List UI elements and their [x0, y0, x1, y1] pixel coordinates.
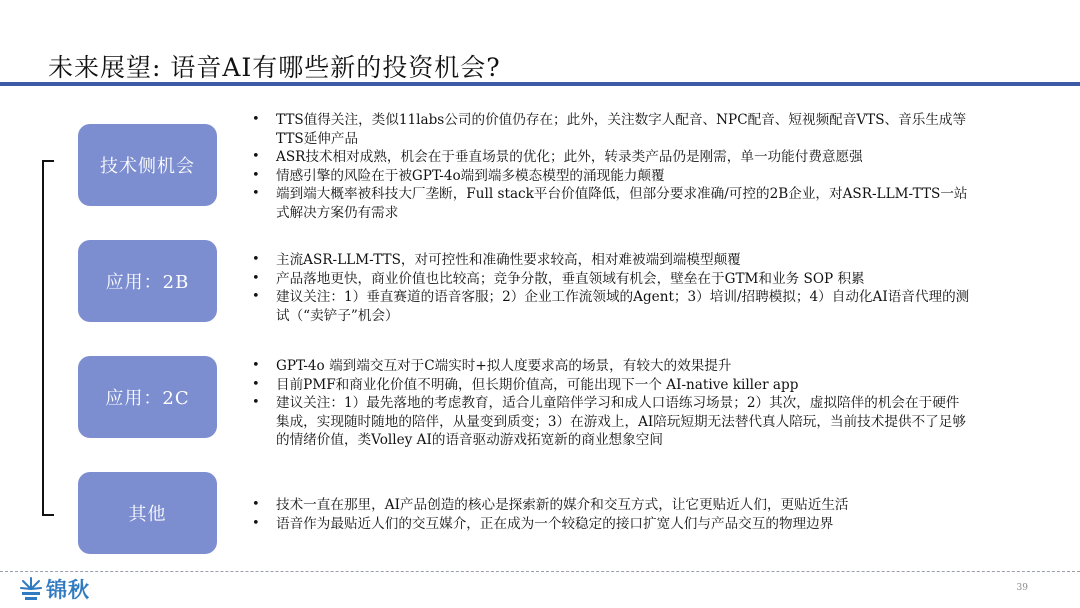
category-box-2c — [78, 356, 217, 438]
bullet-item: • 语音作为最贴近人们的交互媒介，正在成为一个较稳定的接口扩宽人们与产品交互的物理边界 — [246, 515, 972, 534]
bullet-item: • GPT-4o 端到端交互对于C端实时+拟人度要求高的场景，有较大的效果提升 — [246, 357, 972, 376]
bullet-item: • 建议关注：1）垂直赛道的语音客服；2）企业工作流领域的Agent；3）培训/招聘模拟；4）自动化AI语音代理的测试（“卖铲子”机会） — [246, 288, 972, 325]
category-label: 应用：2B — [105, 272, 190, 293]
bullet-list-2b — [246, 251, 972, 325]
category-label: 应用：2C — [105, 388, 190, 409]
bullet-item: • ASR技术相对成熟，机会在于垂直场景的优化；此外，转录类产品仍是刚需，单一功能付费意愿强 — [246, 148, 972, 167]
bullet-list-tech — [246, 111, 972, 222]
footer-divider — [0, 571, 1080, 572]
logo-sunburst-icon — [20, 576, 42, 602]
page-title: 未来展望: 语音AI有哪些新的投资机会? — [48, 53, 501, 82]
left-bracket — [42, 160, 54, 516]
bullet-item: • 主流ASR-LLM-TTS，对可控性和准确性要求较高，相对难被端到端模型颠覆 — [246, 251, 972, 270]
bullet-item: • 技术一直在那里，AI产品创造的核心是探索新的媒介和交互方式，让它更贴近人们，更贴近生活 — [246, 496, 972, 515]
logo-text: 锦秋 — [46, 578, 90, 602]
bullet-list-2c — [246, 357, 972, 450]
category-label: 技术侧机会 — [100, 156, 195, 177]
category-box-2b — [78, 240, 217, 322]
bullet-item: • 端到端大概率被科技大厂垄断，Full stack平台价值降低，但部分要求准确/可控的2B企业，对ASR-LLM-TTS一站式解决方案仍有需求 — [246, 185, 972, 222]
category-box-tech — [78, 124, 217, 206]
category-label: 其他 — [128, 504, 167, 525]
company-logo — [20, 574, 90, 604]
category-box-other — [78, 472, 217, 554]
bullet-item: • 建议关注：1）最先落地的考虑教育，适合儿童陪伴学习和成人口语练习场景；2）其次，虚拟陪伴的机会在于硬件集成，实现随时随地的陪伴，从量变到质变；3）在游戏上，AI陪玩短期无法替代真人陪玩，当前技术提供不了足够的情绪价值，类Volley AI的语音驱动游戏拓宽新的商业想象空间 — [246, 394, 972, 450]
bullet-item: • TTS值得关注，类似11labs公司的价值仍存在；此外，关注数字人配音、NPC配音、短视频配音VTS、音乐生成等TTS延伸产品 — [246, 111, 972, 148]
page-number: 39 — [1016, 583, 1028, 593]
bullet-list-other — [246, 496, 972, 533]
bullet-item: • 产品落地更快，商业价值也比较高；竞争分散，垂直领域有机会，壁垒在于GTM和业务 SOP 积累 — [246, 270, 972, 289]
title-underline — [0, 82, 1080, 86]
bullet-item: • 情感引擎的风险在于被GPT-4o端到端多模态模型的涌现能力颠覆 — [246, 167, 972, 186]
bullet-item: • 目前PMF和商业化价值不明确，但长期价值高，可能出现下一个 AI-native killer app — [246, 376, 972, 395]
